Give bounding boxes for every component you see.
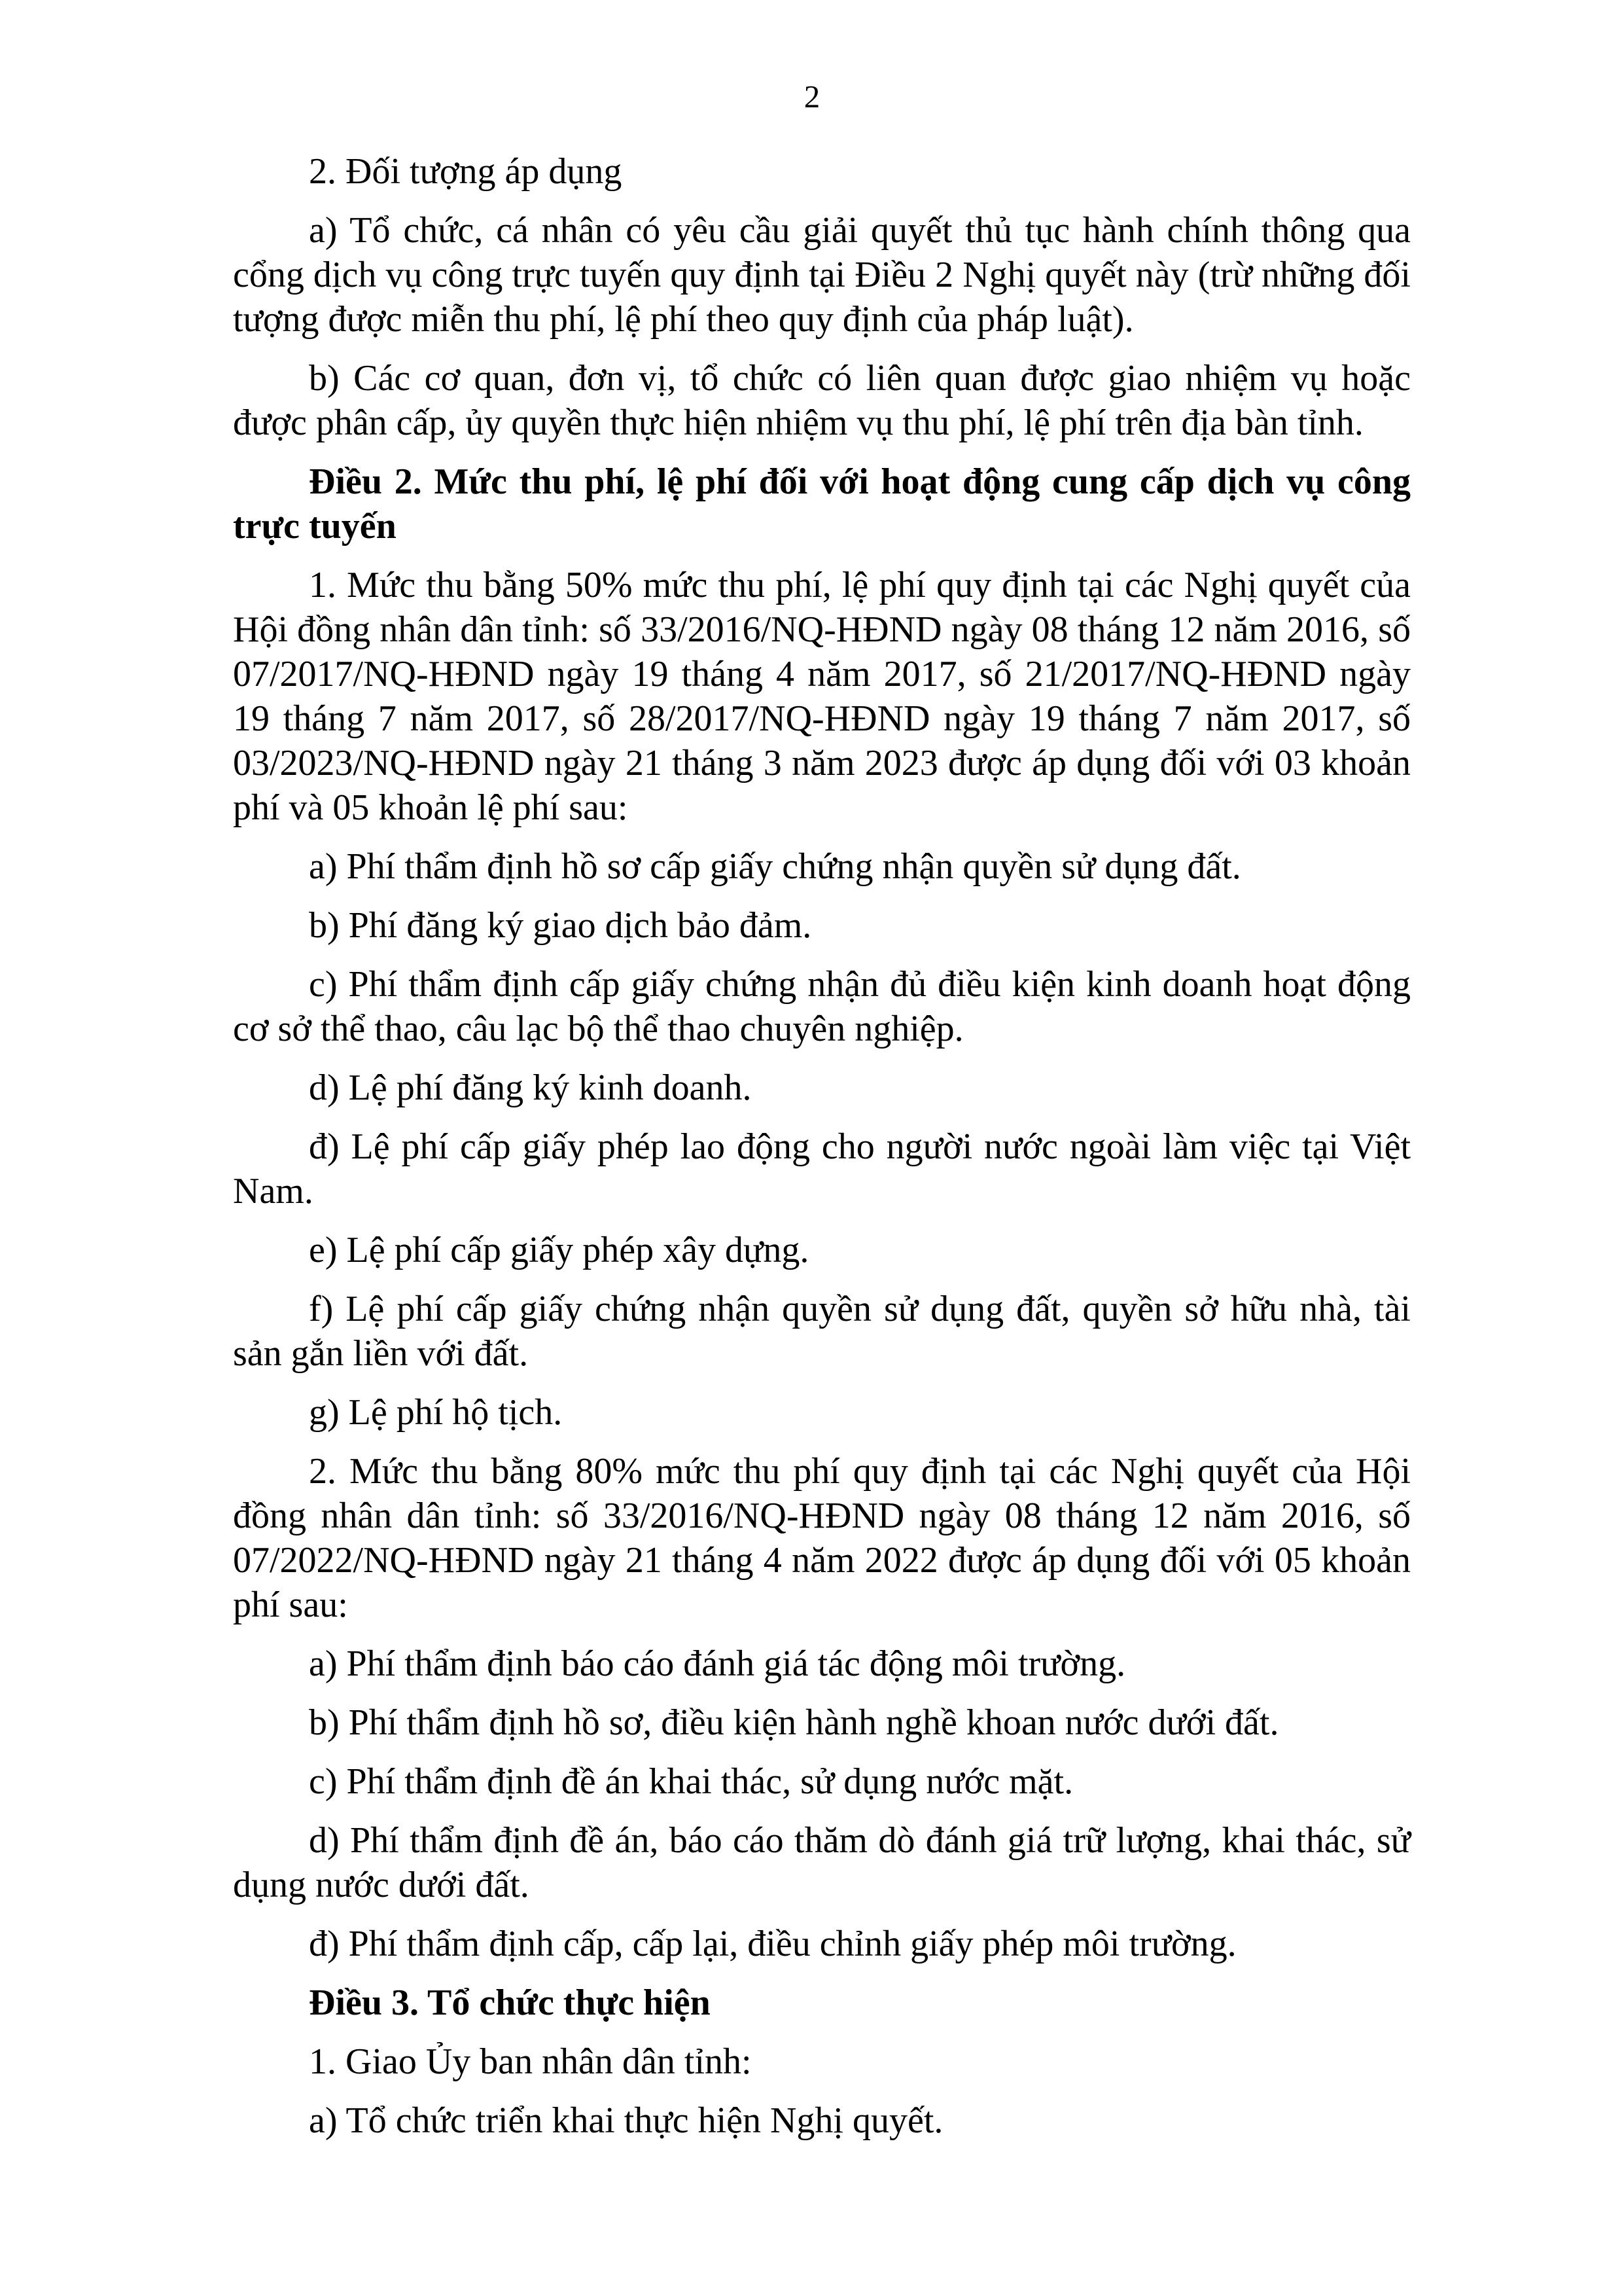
paragraph: 1. Mức thu bằng 50% mức thu phí, lệ phí quy định tại các Nghị quyết của Hội đồng nhân dân tỉnh: số 33/2016/NQ-HĐND ngày 08 tháng 12 năm 2016, số 07/2017/NQ-HĐND ngày 19 tháng 4 năm 2017, số 21/2017/NQ-HĐND ngày 19 tháng 7 năm 2017, số 28/2017/NQ-HĐND ngày 19 tháng 7 năm 2017, số 03/2023/NQ-HĐND ngày 21 tháng 3 năm 2023 được áp dụng đối với 03 khoản phí và 05 khoản lệ phí sau:	[233, 565, 1411, 828]
paragraph: d) Phí thẩm định đề án, báo cáo thăm dò đánh giá trữ lượng, khai thác, sử dụng nước dưới đất.	[233, 1820, 1411, 1905]
paragraph: c) Phí thẩm định đề án khai thác, sử dụng nước mặt.	[309, 1761, 1074, 1802]
paragraph: b) Phí thẩm định hồ sơ, điều kiện hành nghề khoan nước dưới đất.	[309, 1702, 1279, 1743]
paragraph: f) Lệ phí cấp giấy chứng nhận quyền sử dụng đất, quyền sở hữu nhà, tài sản gắn liền với đất.	[233, 1289, 1411, 1374]
document-body	[233, 149, 1411, 2157]
paragraph: a) Phí thẩm định hồ sơ cấp giấy chứng nhận quyền sử dụng đất.	[309, 846, 1241, 887]
paragraph: 1. Giao Ủy ban nhân dân tỉnh:	[309, 2041, 752, 2082]
paragraph: a) Tổ chức triển khai thực hiện Nghị quyết.	[309, 2100, 944, 2141]
paragraph: đ) Phí thẩm định cấp, cấp lại, điều chỉnh giấy phép môi trường.	[309, 1924, 1237, 1964]
paragraph: a) Phí thẩm định báo cáo đánh giá tác động môi trường.	[309, 1643, 1126, 1684]
paragraph: 2. Đối tượng áp dụng	[309, 151, 622, 192]
paragraph: d) Lệ phí đăng ký kinh doanh.	[309, 1067, 752, 1108]
paragraph: đ) Lệ phí cấp giấy phép lao động cho người nước ngoài làm việc tại Việt Nam.	[233, 1126, 1411, 1211]
page-number: 2	[803, 79, 821, 115]
article-heading: Điều 2. Mức thu phí, lệ phí đối với hoạt động cung cấp dịch vụ công trực tuyến	[233, 461, 1411, 547]
paragraph: g) Lệ phí hộ tịch.	[309, 1392, 563, 1433]
article-heading: Điều 3. Tổ chức thực hiện	[309, 1982, 711, 2023]
paragraph: 2. Mức thu bằng 80% mức thu phí quy định tại các Nghị quyết của Hội đồng nhân dân tỉnh: số 33/2016/NQ-HĐND ngày 08 tháng 12 năm 2016, số 07/2022/NQ-HĐND ngày 21 tháng 4 năm 2022 được áp dụng đối với 05 khoản phí sau:	[233, 1451, 1411, 1625]
paragraph: b) Các cơ quan, đơn vị, tổ chức có liên quan được giao nhiệm vụ hoặc được phân cấp, ủy quyền thực hiện nhiệm vụ thu phí, lệ phí trên địa bàn tỉnh.	[233, 358, 1411, 443]
paragraph: b) Phí đăng ký giao dịch bảo đảm.	[309, 905, 812, 946]
paragraph: e) Lệ phí cấp giấy phép xây dựng.	[309, 1230, 809, 1270]
paragraph: c) Phí thẩm định cấp giấy chứng nhận đủ điều kiện kinh doanh hoạt động cơ sở thể thao, câu lạc bộ thể thao chuyên nghiệp.	[233, 964, 1411, 1049]
paragraph: a) Tổ chức, cá nhân có yêu cầu giải quyết thủ tục hành chính thông qua cổng dịch vụ công trực tuyến quy định tại Điều 2 Nghị quyết này (trừ những đối tượng được miễn thu phí, lệ phí theo quy định của pháp luật).	[233, 210, 1411, 340]
